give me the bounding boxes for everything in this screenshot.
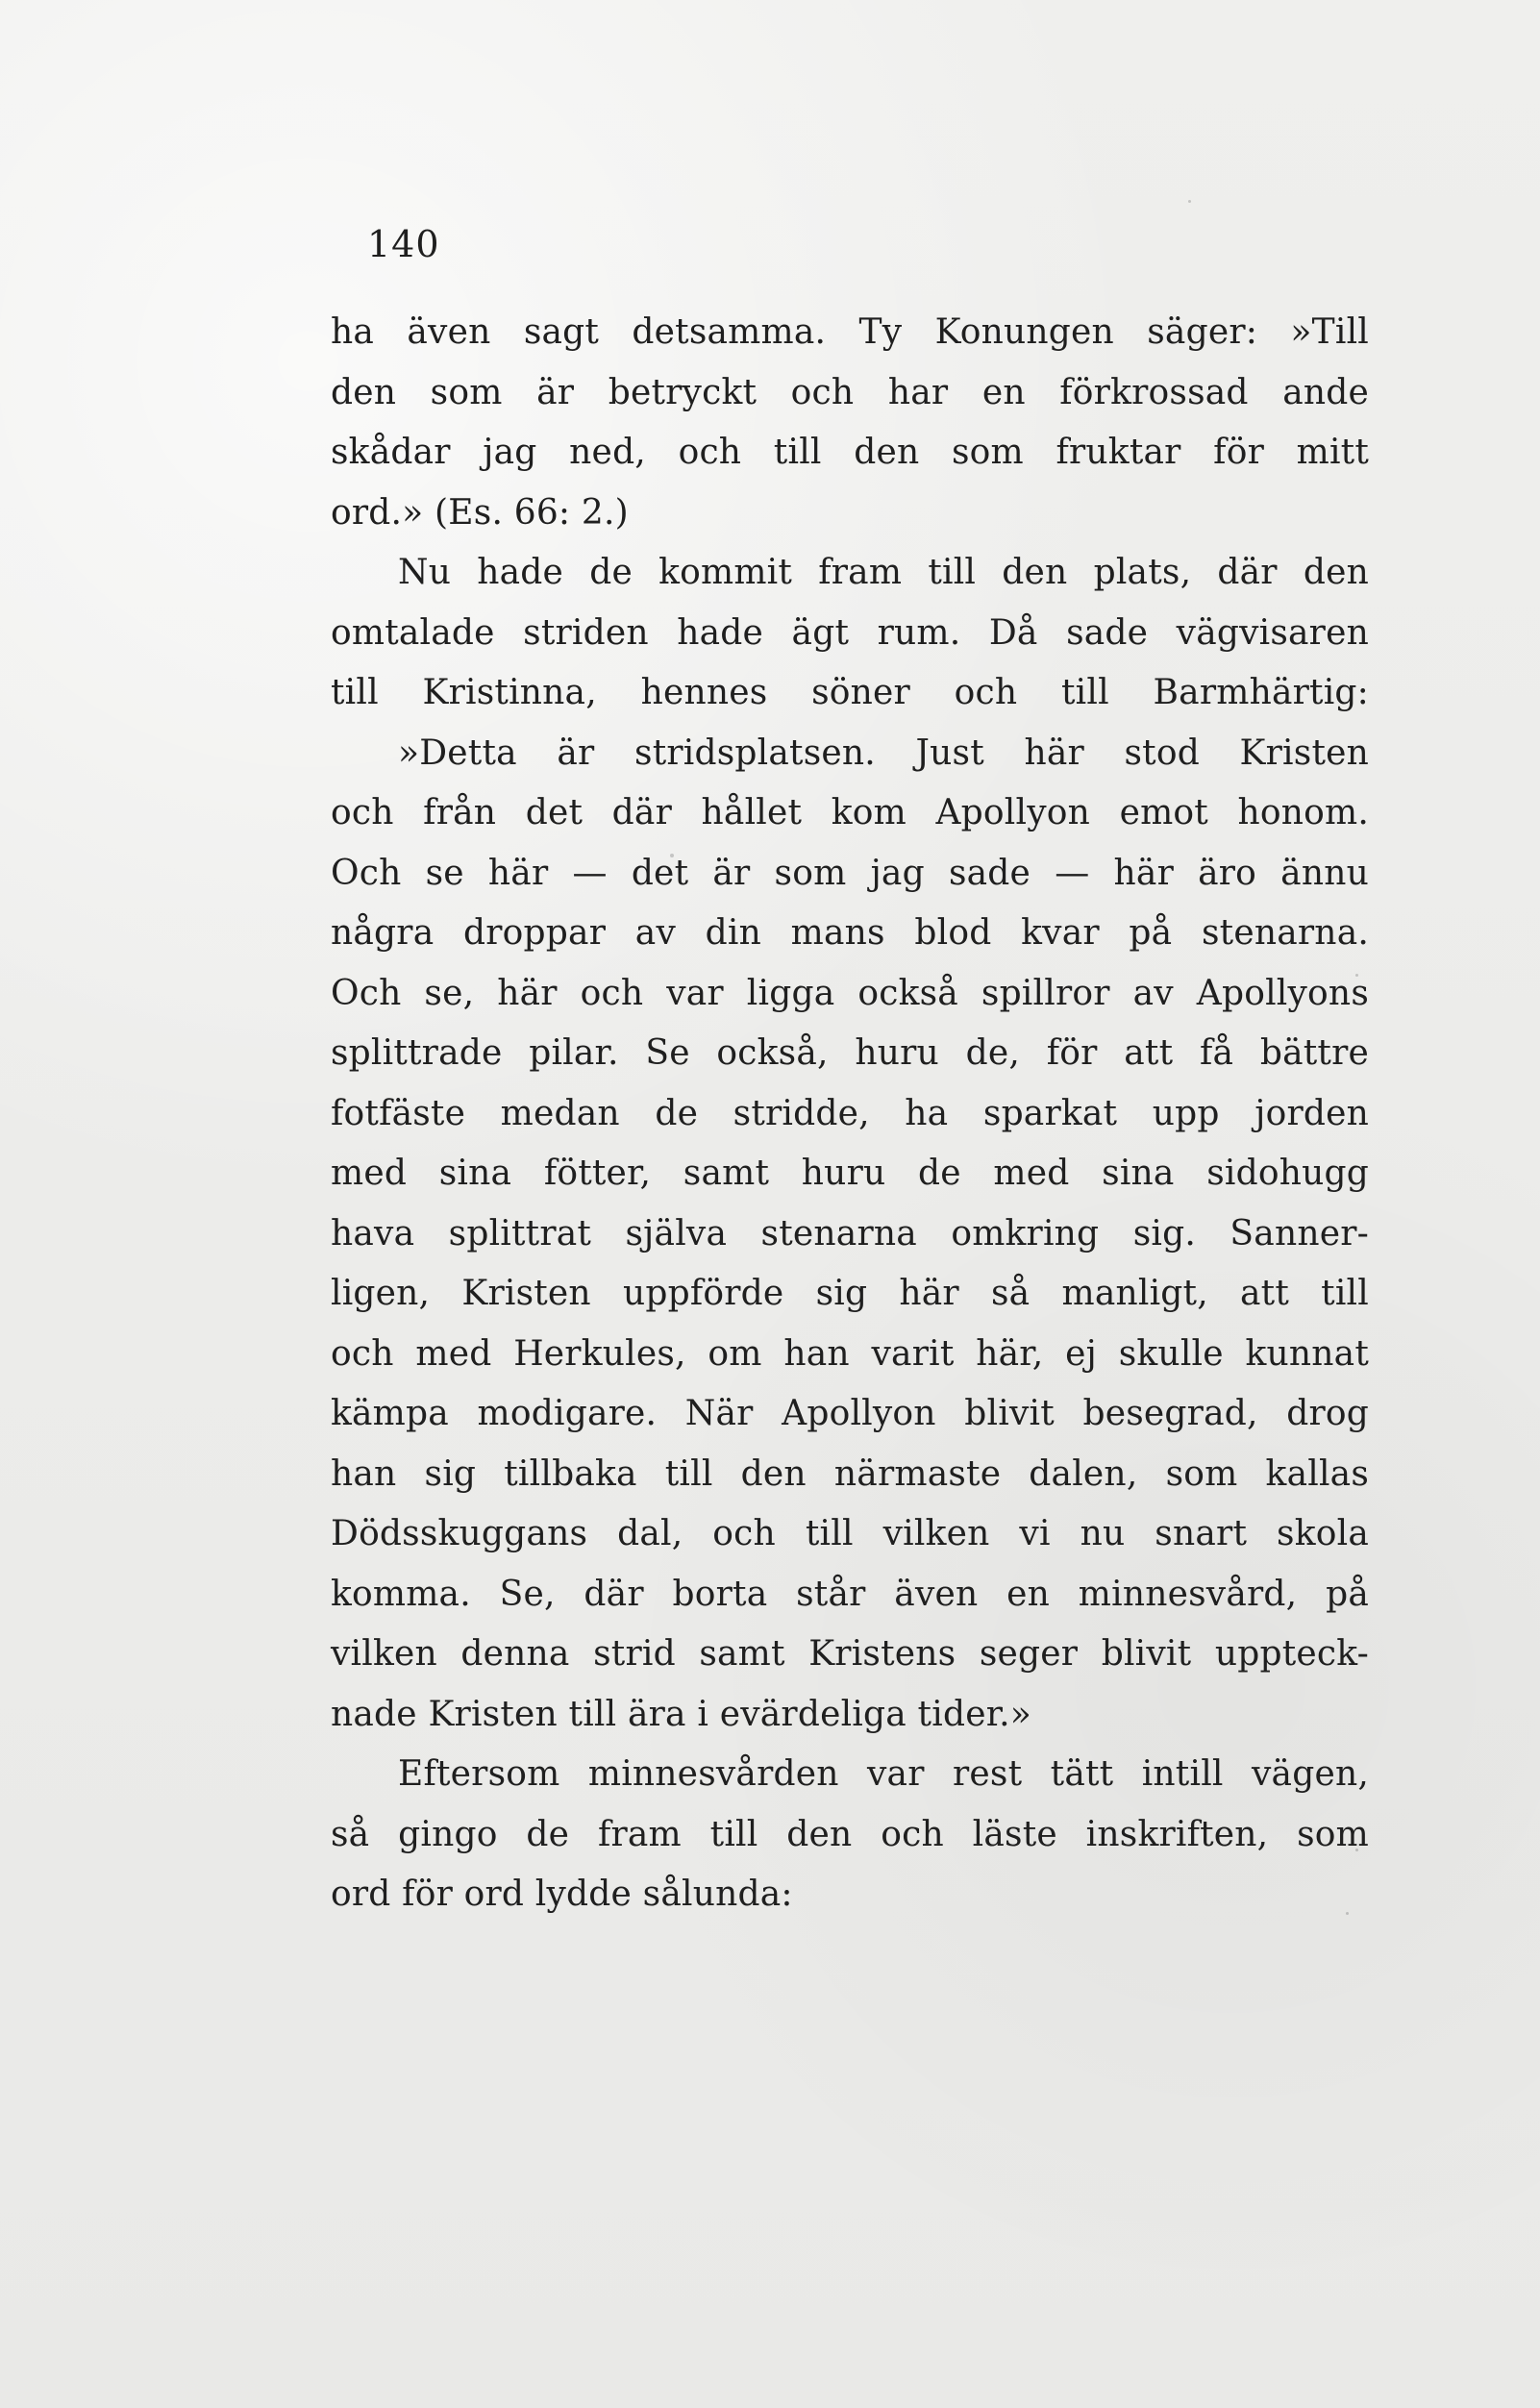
paper-speck (1188, 200, 1191, 203)
text-line: Och se här — det är som jag sade — här äro ännu (331, 853, 1369, 893)
text-line: Eftersom minnesvården var rest tätt intill vägen, (398, 1754, 1369, 1794)
text-line: komma. Se, där borta står även en minnesvård, på (331, 1574, 1369, 1614)
text-line: vilken denna strid samt Kristens seger blivit uppteck- (331, 1634, 1369, 1674)
text-line: nade Kristen till ära i evärdeliga tider.» (331, 1694, 1032, 1734)
text-line: fotfäste medan de stridde, ha sparkat upp jorden (331, 1093, 1369, 1133)
paper-speck (1355, 974, 1358, 977)
text-line: med sina fötter, samt huru de med sina sidohugg (331, 1154, 1369, 1193)
text-line: Nu hade de kommit fram till den plats, där den (398, 553, 1369, 592)
paper-speck (1360, 580, 1363, 583)
page-number: 140 (367, 223, 440, 265)
paper-speck (1346, 1912, 1349, 1915)
paper-speck (1355, 1849, 1358, 1851)
text-line: några droppar av din mans blod kvar på stenarna. (331, 913, 1369, 953)
text-line: ord.» (Es. 66: 2.) (331, 492, 629, 533)
text-line: omtalade striden hade ägt rum. Då sade vägvisaren (331, 612, 1369, 653)
text-line: Och se, här och var ligga också spillror av Apollyons (331, 973, 1369, 1013)
text-line: ord för ord lydde sålunda: (331, 1874, 793, 1914)
text-line: han sig tillbaka till den närmaste dalen, som kallas (331, 1453, 1369, 1494)
text-line: »Detta är stridsplatsen. Just här stod Kristen (398, 732, 1369, 773)
text-line: så gingo de fram till den och läste inskriften, som (331, 1814, 1369, 1854)
text-line: och med Herkules, om han varit här, ej skulle kunnat (331, 1333, 1369, 1374)
text-line: kämpa modigare. När Apollyon blivit besegrad, drog (331, 1394, 1369, 1433)
text-line: den som är betryckt och har en förkrossad ande (331, 372, 1369, 412)
paper-speck (670, 854, 674, 857)
text-line: splittrade pilar. Se också, huru de, för att få bättre (331, 1033, 1369, 1073)
body-text (331, 303, 1369, 1925)
text-line: Dödsskuggans dal, och till vilken vi nu snart skola (331, 1514, 1369, 1553)
text-line: ligen, Kristen uppförde sig här så manligt, att till (331, 1274, 1369, 1313)
text-line: hava splittrat själva stenarna omkring sig. Sanner- (331, 1213, 1369, 1254)
text-line: skådar jag ned, och till den som fruktar för mitt (331, 433, 1369, 472)
text-line: ha även sagt detsamma. Ty Konungen säger: »Till (331, 312, 1369, 352)
text-line: till Kristinna, hennes söner och till Barmhärtig: (331, 673, 1369, 712)
text-line: och från det där hållet kom Apollyon emot honom. (331, 793, 1369, 832)
